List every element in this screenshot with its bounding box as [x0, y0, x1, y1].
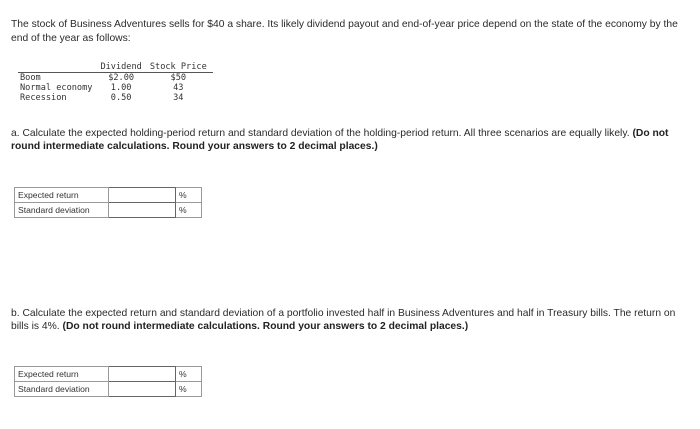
scenario-dividend: 1.00: [110, 83, 132, 93]
expected-return-input[interactable]: [109, 189, 173, 201]
scenario-state: Normal economy: [20, 83, 93, 93]
part-a-text: a. Calculate the expected holding-period return and standard deviation of the holding-period return. All three scenarios are equally likely.: [11, 128, 630, 139]
portfolio-expected-return-input[interactable]: [109, 368, 173, 380]
percent-unit: %: [176, 367, 202, 382]
standard-deviation-input-cell[interactable]: [109, 203, 176, 218]
scenario-header-price: Stock Price: [148, 62, 213, 73]
scenario-header-state: [18, 62, 98, 73]
scenario-row-normal: [18, 83, 213, 93]
percent-unit: %: [176, 203, 202, 218]
part-a-question: [11, 127, 683, 153]
scenario-header-row: [18, 62, 213, 73]
part-a-instruction: (Do not round intermediate calculations. Round your answers to 2 decimal places.): [11, 128, 669, 152]
scenario-price: $50: [170, 73, 187, 83]
part-b-instruction: (Do not round intermediate calculations. Round your answers to 2 decimal places.): [62, 321, 469, 332]
problem-intro: The stock of Business Adventures sells for $40 a share. Its likely dividend payout and end-of-year price depend on the state of the economy by the end of the year as follows:: [11, 19, 678, 44]
portfolio-standard-deviation-input-cell[interactable]: [109, 382, 176, 397]
scenario-row-boom: [18, 73, 213, 84]
answer-label: Expected return: [15, 367, 109, 382]
part-a-row-standard-deviation: [15, 203, 202, 218]
scenario-dividend: $2.00: [108, 73, 135, 83]
part-a-row-expected-return: [15, 188, 202, 203]
scenario-table: [18, 62, 213, 103]
part-b-answer-table: [14, 366, 202, 397]
part-b-text: b. Calculate the expected return and standard deviation of a portfolio invested half in Business Adventures and half in Treasury bills. The return on bills is 4%.: [11, 308, 676, 332]
answer-label: Standard deviation: [15, 382, 109, 397]
scenario-row-recession: [18, 93, 213, 103]
scenario-dividend: 0.50: [110, 93, 132, 103]
percent-unit: %: [176, 382, 202, 397]
scenario-state: Boom: [20, 73, 41, 83]
answer-label: Expected return: [15, 188, 109, 203]
scenario-header-dividend: Dividend: [98, 62, 147, 73]
portfolio-standard-deviation-input[interactable]: [109, 383, 173, 395]
part-a-answer-table: [14, 187, 202, 218]
answer-label: Standard deviation: [15, 203, 109, 218]
scenario-price: 34: [173, 93, 184, 103]
standard-deviation-input[interactable]: [109, 204, 173, 216]
portfolio-expected-return-input-cell[interactable]: [109, 367, 176, 382]
scenario-state: Recession: [20, 93, 67, 103]
percent-unit: %: [176, 188, 202, 203]
part-b-row-expected-return: [15, 367, 202, 382]
part-b-row-standard-deviation: [15, 382, 202, 397]
scenario-price: 43: [173, 83, 184, 93]
expected-return-input-cell[interactable]: [109, 188, 176, 203]
part-b-question: [11, 307, 683, 333]
